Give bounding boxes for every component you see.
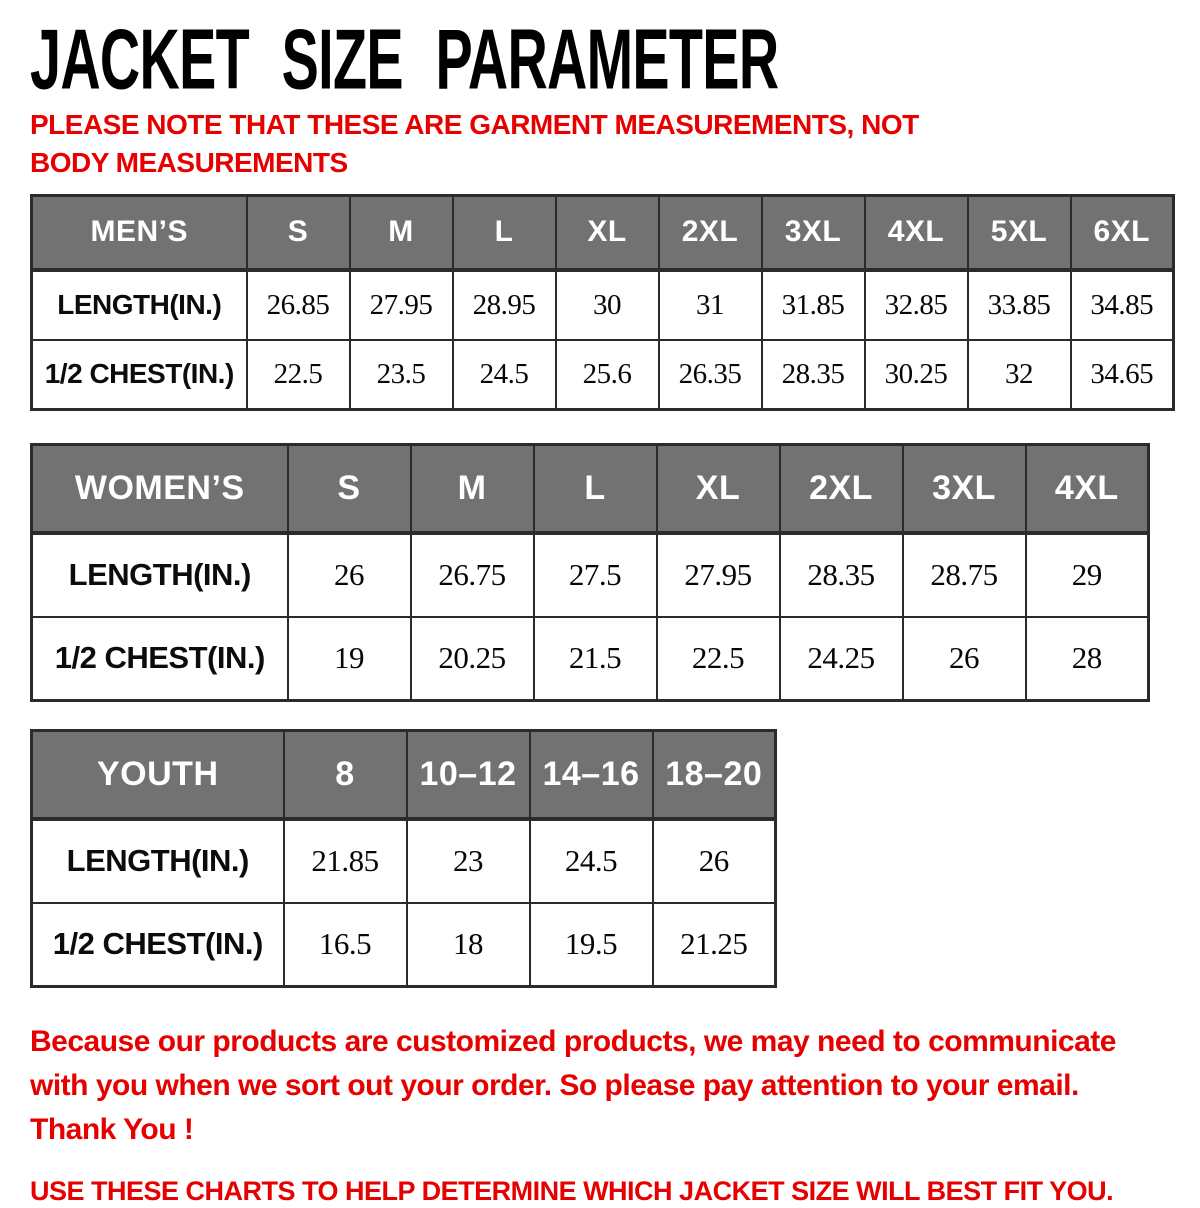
womens-size-header: L (534, 445, 657, 533)
length-value: 21.85 (284, 819, 407, 903)
mens-size-header: M (350, 196, 453, 270)
mens-size-header: 3XL (762, 196, 865, 270)
youth-size-table (30, 729, 777, 988)
length-value: 26 (288, 533, 411, 617)
length-value: 26.75 (411, 533, 534, 617)
mens-size-header: S (247, 196, 350, 270)
womens-header-row (32, 445, 1149, 533)
length-value: 27.95 (657, 533, 780, 617)
row-label: 1/2 CHEST(IN.) (32, 903, 284, 987)
chest-value: 16.5 (284, 903, 407, 987)
length-value: 32.85 (865, 270, 968, 340)
chest-value: 26.35 (659, 340, 762, 410)
mens-size-header: 4XL (865, 196, 968, 270)
chest-value: 23.5 (350, 340, 453, 410)
womens-size-header: 3XL (903, 445, 1026, 533)
chest-value: 30.25 (865, 340, 968, 410)
chest-value: 22.5 (247, 340, 350, 410)
row-label: LENGTH(IN.) (32, 819, 284, 903)
chart-usage-notice: USE THESE CHARTS TO HELP DETERMINE WHICH JACKET SIZE WILL BEST FIT YOU. (30, 1176, 1114, 1206)
length-value: 28.95 (453, 270, 556, 340)
length-value: 28.75 (903, 533, 1026, 617)
chest-value: 21.25 (653, 903, 776, 987)
row-label: LENGTH(IN.) (32, 270, 247, 340)
womens-size-header: XL (657, 445, 780, 533)
chest-value: 18 (407, 903, 530, 987)
chest-value: 34.65 (1071, 340, 1174, 410)
mens-chest-row (32, 340, 1174, 410)
womens-size-header: 4XL (1026, 445, 1149, 533)
womens-table-title: WOMEN’S (32, 445, 288, 533)
chest-value: 32 (968, 340, 1071, 410)
chest-value: 24.5 (453, 340, 556, 410)
chest-value: 28.35 (762, 340, 865, 410)
womens-size-header: 2XL (780, 445, 903, 533)
customization-notice: Because our products are customized products, we may need to communicate with you when we sort out your order. So please pay attention to your email. Thank You ! (30, 1025, 1116, 1146)
chest-value: 19.5 (530, 903, 653, 987)
mens-size-header: L (453, 196, 556, 270)
row-label: 1/2 CHEST(IN.) (32, 617, 288, 701)
womens-chest-row (32, 617, 1149, 701)
youth-size-header: 8 (284, 731, 407, 819)
row-label: 1/2 CHEST(IN.) (32, 340, 247, 410)
length-value: 33.85 (968, 270, 1071, 340)
mens-size-header: 2XL (659, 196, 762, 270)
mens-table-title: MEN’S (32, 196, 247, 270)
youth-length-row (32, 819, 776, 903)
womens-size-table (30, 443, 1150, 702)
chest-value: 24.25 (780, 617, 903, 701)
mens-size-header: 5XL (968, 196, 1071, 270)
garment-measurement-note: PLEASE NOTE THAT THESE ARE GARMENT MEASUREMENTS, NOT BODY MEASUREMENTS (30, 109, 919, 178)
youth-size-header: 14–16 (530, 731, 653, 819)
youth-size-header: 10–12 (407, 731, 530, 819)
womens-length-row (32, 533, 1149, 617)
length-value: 24.5 (530, 819, 653, 903)
chest-value: 19 (288, 617, 411, 701)
length-value: 27.5 (534, 533, 657, 617)
mens-header-row (32, 196, 1174, 270)
chest-value: 21.5 (534, 617, 657, 701)
length-value: 28.35 (780, 533, 903, 617)
length-value: 27.95 (350, 270, 453, 340)
chest-value: 26 (903, 617, 1026, 701)
chest-value: 22.5 (657, 617, 780, 701)
youth-table-title: YOUTH (32, 731, 284, 819)
chest-value: 20.25 (411, 617, 534, 701)
mens-size-header: 6XL (1071, 196, 1174, 270)
mens-size-header: XL (556, 196, 659, 270)
length-value: 29 (1026, 533, 1149, 617)
youth-header-row (32, 731, 776, 819)
womens-size-header: M (411, 445, 534, 533)
chest-value: 28 (1026, 617, 1149, 701)
length-value: 23 (407, 819, 530, 903)
chest-value: 25.6 (556, 340, 659, 410)
youth-chest-row (32, 903, 776, 987)
length-value: 34.85 (1071, 270, 1174, 340)
youth-size-header: 18–20 (653, 731, 776, 819)
page-title: JACKET SIZE PARAMETER (30, 12, 779, 108)
length-value: 31 (659, 270, 762, 340)
mens-size-table (30, 194, 1175, 411)
length-value: 26 (653, 819, 776, 903)
womens-size-header: S (288, 445, 411, 533)
row-label: LENGTH(IN.) (32, 533, 288, 617)
length-value: 31.85 (762, 270, 865, 340)
mens-length-row (32, 270, 1174, 340)
length-value: 30 (556, 270, 659, 340)
length-value: 26.85 (247, 270, 350, 340)
